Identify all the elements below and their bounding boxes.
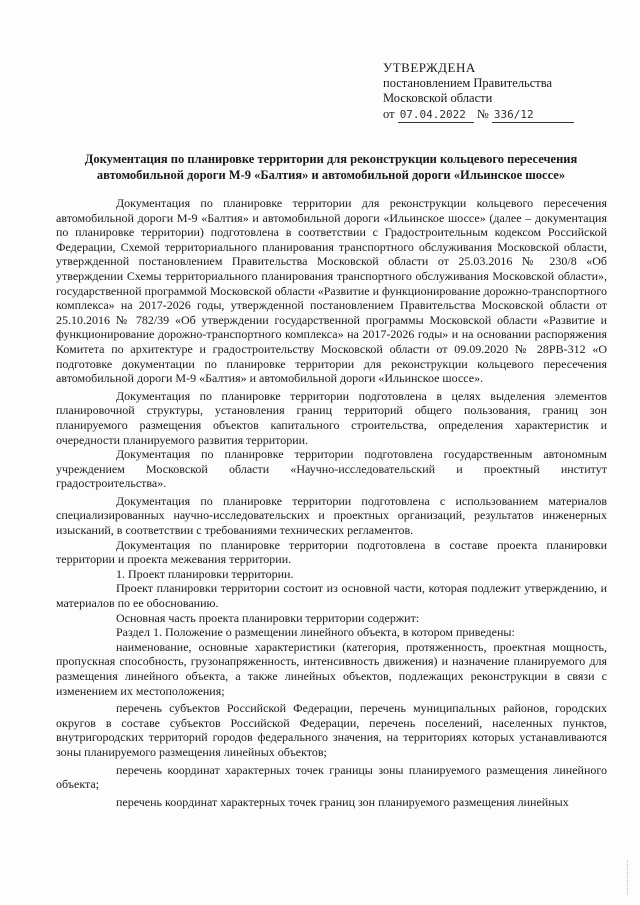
approval-date: 07.04.2022 xyxy=(398,107,474,124)
paragraph: наименование, основные характеристики (категория, протяженность, проектная мощность, пропускная способность, грузонапряженность, интенсивность движения) и назначение планируемого для размещения линейного объекта, а также линейных объектов, подлежащих реконструкции в связи с изменением их местоположения; xyxy=(56,639,607,698)
paragraph: Документация по планировке территории подготовлена с использованием материалов специализированных научно-исследовательских и проектных организаций, результатов инженерных изысканий, в соответствии с требованиями технических регламентов. xyxy=(56,493,607,538)
paragraph: перечень координат характерных точек границ зон планируемого размещения линейных xyxy=(116,794,569,809)
paragraph: Документация по планировке территории для реконструкции кольцевого пересечения автомобильной дороги М-9 «Балтия» и автомобильной дороги «Ильинское шоссе» (далее – документация по планировке территории) подготовлена в соответствии с Градостроительным кодексом Российской Федерации, Схемой территориального планирования транспортного обслуживания Московской области, утвержденной постановлением Правительства Московской области от 25.03.2016 № 230/8 «Об утверждении Схемы территориального планирования транспортного обслуживания Московской области», государственной программой Московской области «Развитие и функционирование дорожно-транспортного комплекса» на 2017-2026 годы, утвержденной постановлением Правительства Московской области от 25.10.2016 № 782/39 «Об утверждении государственной программы Московской области «Развитие и функционирование дорожно-транспортного комплекса» на 2017-2026 годы» и на основании распоряжения Комитета по архитектуре и градостроительству Московской области от 09.09.2020 № 28РВ-312 «О подготовке документации по планировке территории для реконструкции кольцевого пересечения автомобильной дороги М-9 «Балтия» и автомобильной дороги «Ильинское шоссе». xyxy=(56,196,607,386)
approval-line-1: постановлением Правительства xyxy=(383,75,553,90)
document-body xyxy=(56,196,607,809)
approval-heading: УТВЕРЖДЕНА xyxy=(383,60,476,75)
paragraph: 1. Проект планировки территории. xyxy=(116,566,294,581)
scan-margin-mark xyxy=(627,860,630,895)
approval-stamp xyxy=(383,60,623,123)
approval-line-2: Московской области xyxy=(383,91,493,105)
paragraph: Документация по планировке территории подготовлена государственным автономным учреждением Московской области «Научно-исследовательский и проектный институт градостроительства». xyxy=(56,447,607,491)
document-title: Документация по планировке территории для реконструкции кольцевого пересечения автомобильной дороги М-9 «Балтия» и автомобильной дороги «Ильинское шоссе» xyxy=(84,152,578,182)
approval-from-prefix: от xyxy=(383,106,395,121)
approval-date-line xyxy=(383,107,623,124)
paragraph: перечень субъектов Российской Федерации, перечень муниципальных районов, городских округов в составе субъектов Российской Федерации, перечень поселений, населенных пунктов, внутригородских территорий городов федерального значения, на территориях которых устанавливаются зоны планируемого размещения линейных объектов; xyxy=(56,701,607,759)
paragraph: Проект планировки территории состоит из основной части, которая подлежит утверждению, и материалов по ее обоснованию. xyxy=(56,581,607,611)
approval-number-prefix: № xyxy=(476,106,489,121)
paragraph: Основная часть проекта планировки территории содержит: xyxy=(116,610,420,625)
paragraph: перечень координат характерных точек границы зоны планируемого размещения линейного объекта; xyxy=(56,762,607,792)
paragraph: Документация по планировке территории подготовлена в составе проекта планировки территории и проекта межевания территории. xyxy=(56,537,607,567)
approval-number: 336/12 xyxy=(492,107,574,124)
paragraph: Раздел 1. Положение о размещении линейного объекта, в котором приведены: xyxy=(116,625,515,640)
paragraph: Документация по планировке территории подготовлена в целях выделения элементов планировочной структуры, установления границ территорий общего пользования, границ зон планируемого размещения объектов капитального строительства, определения характеристик и очередности планируемого развития территории. xyxy=(56,388,607,447)
